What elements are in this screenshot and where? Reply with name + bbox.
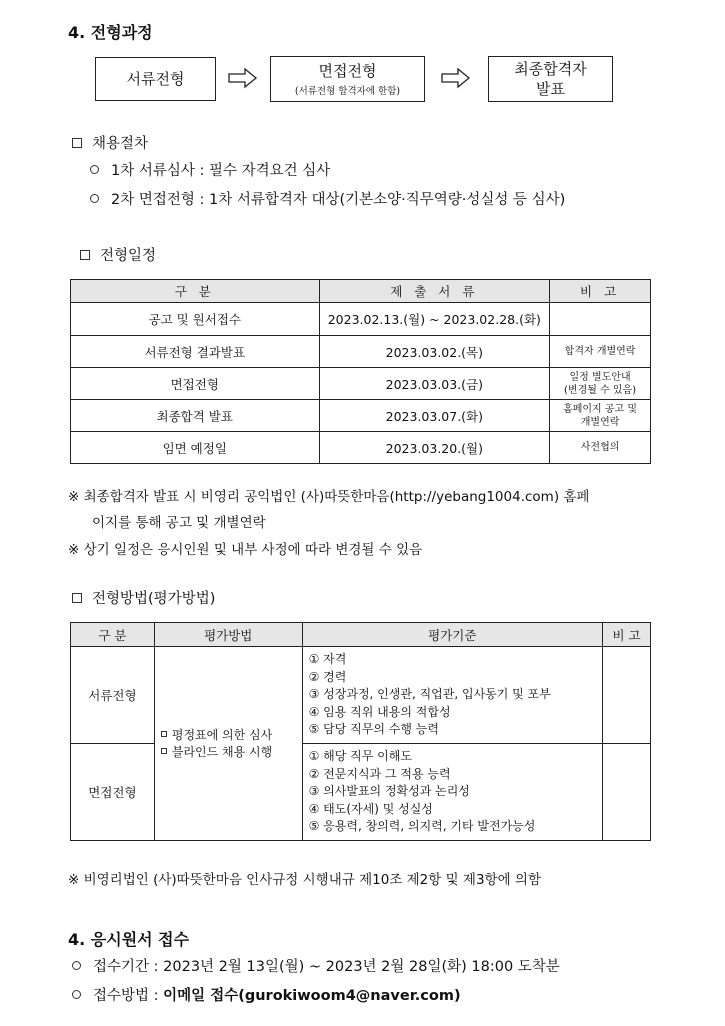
table-row [71,432,651,464]
application-period: 접수기간 : 2023년 2월 13일(월) ~ 2023년 2월 28일(화) 18:00 도착분 [72,956,560,978]
table-row [71,336,651,368]
circle-bullet-icon [90,165,99,174]
table-cell: 일정 별도안내 (변경될 수 있음) [550,368,651,400]
header-cell: 제 출 서 류 [319,280,550,303]
section-title-application: 4. 응시원서 접수 [68,930,190,949]
schedule-table [70,279,651,464]
circle-bullet-icon [90,194,99,203]
flow-step-interview [270,56,425,102]
table-cell: 공고 및 원서접수 [71,303,320,336]
schedule-heading: 전형일정 [80,245,156,267]
schedule-note-cont: 이지를 통해 공고 및 개별연락 [92,515,266,531]
table-row [71,400,651,432]
header-cell: 구 분 [71,280,320,303]
table-cell: 서류전형 결과발표 [71,336,320,368]
flow-step-label: 최종합격자 [514,60,587,78]
method-cell: 평정표에 의한 심사 블라인드 채용 시행 [154,647,302,841]
table-cell: 서류전형 [71,647,155,744]
table-cell: 면접전형 [71,368,320,400]
table-cell: 홈페이지 공고 및 개별연락 [550,400,651,432]
arrow-right-icon [228,67,258,89]
flow-step-final [488,56,613,102]
procedure-item: 2차 면접전형 : 1차 서류합격자 대상(기본소양·직무역량·성실성 등 심사) [90,189,565,211]
header-cell: 평가방법 [154,623,302,647]
application-method: 접수방법 : 이메일 접수(gurokiwoom4@naver.com) [72,985,461,1007]
table-cell: 사전협의 [550,432,651,464]
square-bullet-icon [161,748,167,754]
table-cell: 합격자 개별연락 [550,336,651,368]
table-header-row [71,280,651,303]
square-bullet-icon [161,731,167,737]
flow-step-sublabel: (서류전형 합격자에 한함) [294,86,401,97]
table-cell: 2023.02.13.(월) ~ 2023.02.28.(화) [319,303,550,336]
square-bullet-icon [72,138,82,148]
header-cell: 비 고 [603,623,651,647]
circle-bullet-icon [72,990,81,999]
criteria-cell: ① 자격 ② 경력 ③ 성장과정, 인생관, 직업관, 입사동기 및 포부 ④ 임용 직위 내용의 적합성 ⑤ 담당 직무의 수행 능력 [302,647,602,744]
table-cell [603,647,651,744]
flow-step-label2: 발표 [536,80,565,98]
schedule-note: ※ 최종합격자 발표 시 비영리 공익법인 (사)따뜻한마음(http://yebang1004.com) 홈페 [68,489,590,505]
evaluation-footnote: ※ 비영리법인 (사)따뜻한마음 인사규정 시행내규 제10조 제2항 및 제3항에 의함 [68,872,542,888]
header-cell: 비 고 [550,280,651,303]
table-cell: 2023.03.03.(금) [319,368,550,400]
table-cell: 2023.03.07.(화) [319,400,550,432]
criteria-cell: ① 해당 직무 이해도 ② 전문지식과 그 적용 능력 ③ 의사발표의 정확성과 논리성 ④ 태도(자세) 및 성실성 ⑤ 응용력, 창의력, 의지력, 기타 발전가능성 [302,744,602,841]
schedule-note: ※ 상기 일정은 응시인원 및 내부 사정에 따라 변경될 수 있음 [68,542,423,558]
table-row [71,647,651,744]
table-cell: 최종합격 발표 [71,400,320,432]
flow-step-document [95,57,216,101]
flow-step-label: 면접전형 [318,62,377,80]
circle-bullet-icon [72,961,81,970]
square-bullet-icon [80,250,90,260]
header-cell: 구 분 [71,623,155,647]
table-cell [603,744,651,841]
arrow-right-icon [441,67,471,89]
header-cell: 평가기준 [302,623,602,647]
table-cell: 면접전형 [71,744,155,841]
procedure-heading: 채용절차 [72,133,148,155]
table-row [71,368,651,400]
section-title-process: 4. 전형과정 [68,23,153,42]
evaluation-heading: 전형방법(평가방법) [72,588,215,610]
flow-step-label: 서류전형 [126,70,185,88]
square-bullet-icon [72,593,82,603]
evaluation-table [70,622,651,841]
procedure-item: 1차 서류심사 : 필수 자격요건 심사 [90,160,330,182]
table-row [71,303,651,336]
table-cell [550,303,651,336]
table-cell: 2023.03.02.(목) [319,336,550,368]
table-header-row [71,623,651,647]
table-cell: 2023.03.20.(월) [319,432,550,464]
table-cell: 임면 예정일 [71,432,320,464]
